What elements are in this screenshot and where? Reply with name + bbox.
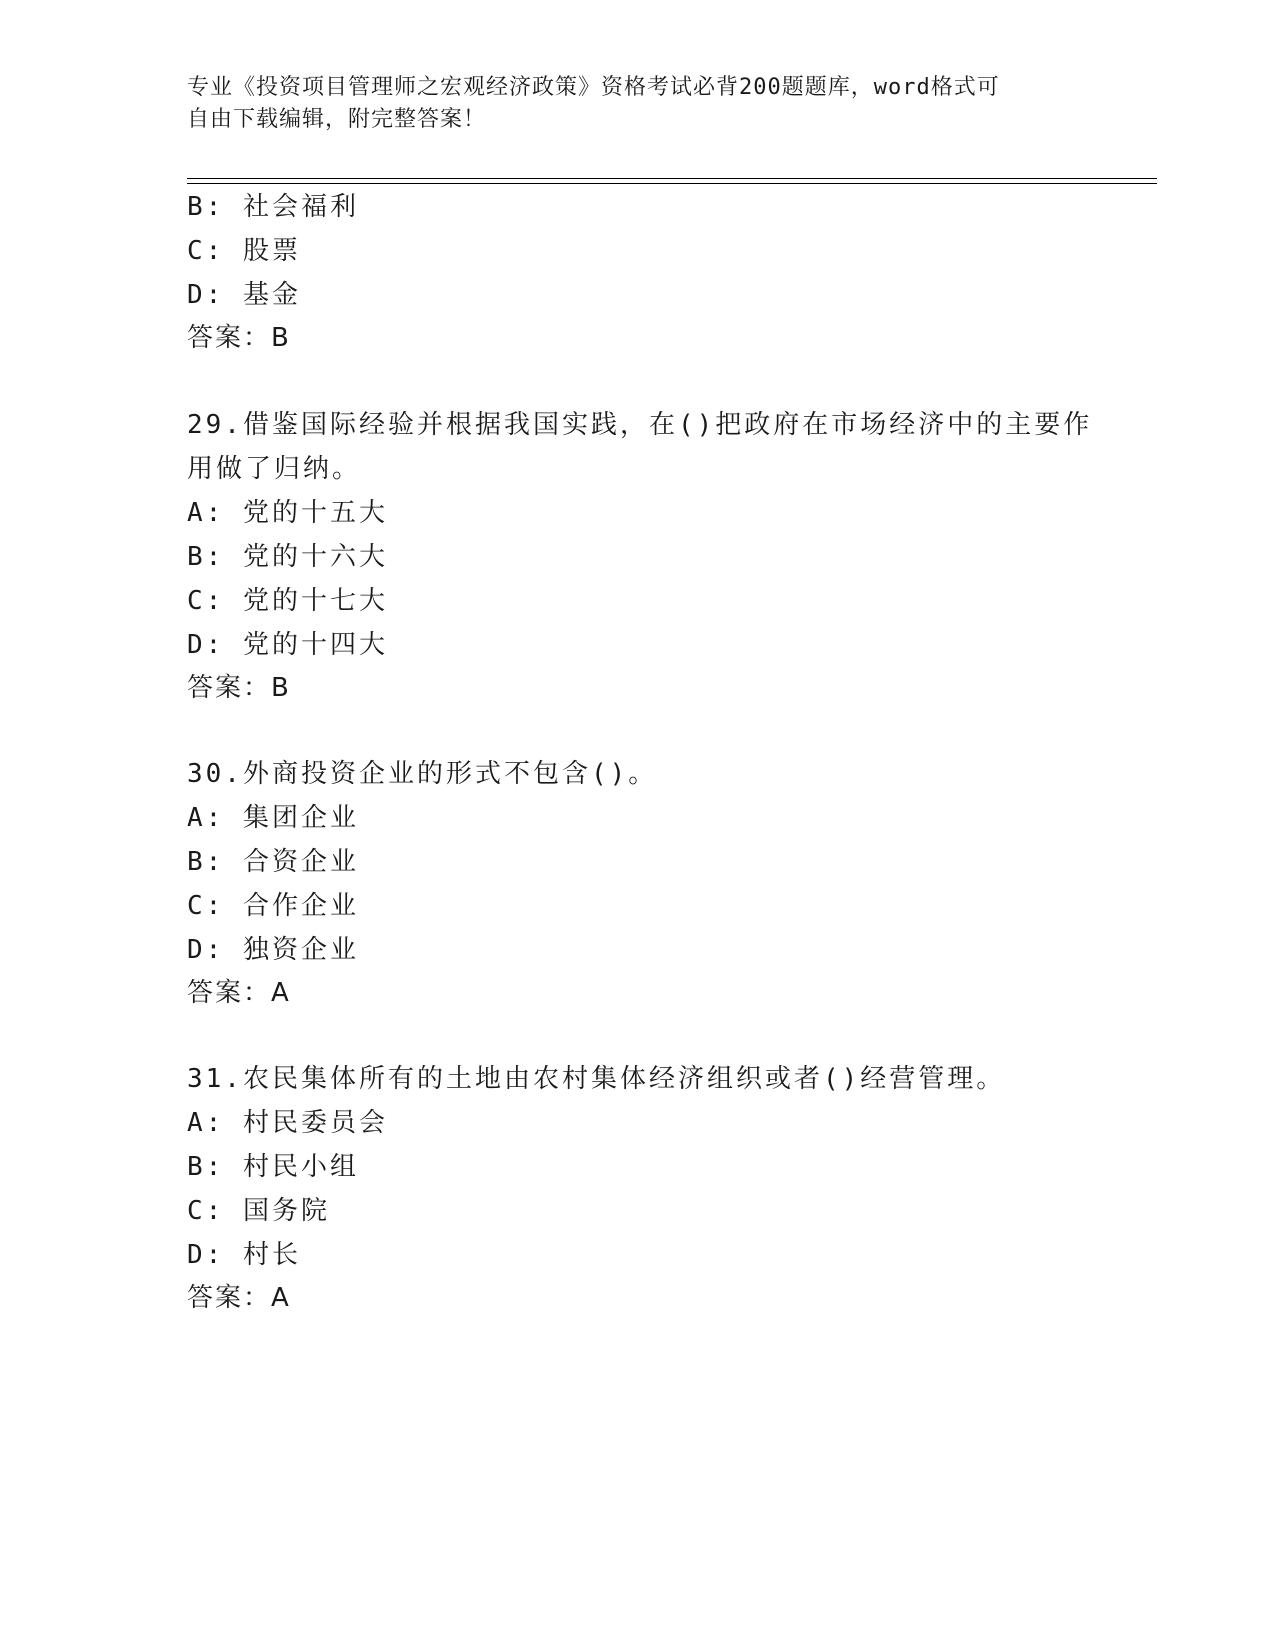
q29-option-c: C: 党的十七大 (187, 586, 388, 616)
q30-stem: 30.外商投资企业的形式不包含()。 (187, 759, 658, 789)
q30-option-b: B: 合资企业 (187, 847, 359, 877)
q29-option-b: B: 党的十六大 (187, 542, 388, 572)
q30-option-d: D: 独资企业 (187, 935, 359, 965)
header-divider-bottom (187, 183, 1157, 184)
q28-option-d: D: 基金 (187, 280, 301, 310)
q28-option-c: C: 股票 (187, 236, 301, 266)
header-title-line-2: 自由下载编辑，附完整答案！ (187, 107, 487, 132)
q30-answer: 答案：A (187, 978, 291, 1008)
q31-option-c: C: 国务院 (187, 1196, 330, 1226)
q31-option-d: D: 村长 (187, 1240, 301, 1270)
q28-answer: 答案：B (187, 323, 291, 353)
q29-option-d: D: 党的十四大 (187, 630, 388, 660)
q31-answer: 答案：A (187, 1283, 291, 1313)
header-title-line-1: 专业《投资项目管理师之宏观经济政策》资格考试必背200题题库，word格式可 (187, 75, 1000, 100)
q29-stem-line-1: 29.借鉴国际经验并根据我国实践，在()把政府在市场经济中的主要作 (187, 410, 1093, 440)
q31-option-a: A: 村民委员会 (187, 1108, 388, 1138)
q28-option-b: B: 社会福利 (187, 192, 359, 222)
q29-answer: 答案：B (187, 673, 291, 703)
q31-option-b: B: 村民小组 (187, 1152, 359, 1182)
q29-option-a: A: 党的十五大 (187, 498, 388, 528)
q30-option-c: C: 合作企业 (187, 891, 359, 921)
header-divider-top (187, 178, 1157, 179)
q31-stem: 31.农民集体所有的土地由农村集体经济组织或者()经营管理。 (187, 1064, 1006, 1094)
q30-option-a: A: 集团企业 (187, 803, 359, 833)
document-header (187, 72, 1087, 136)
q29-stem-line-2: 用做了归纳。 (187, 454, 362, 484)
